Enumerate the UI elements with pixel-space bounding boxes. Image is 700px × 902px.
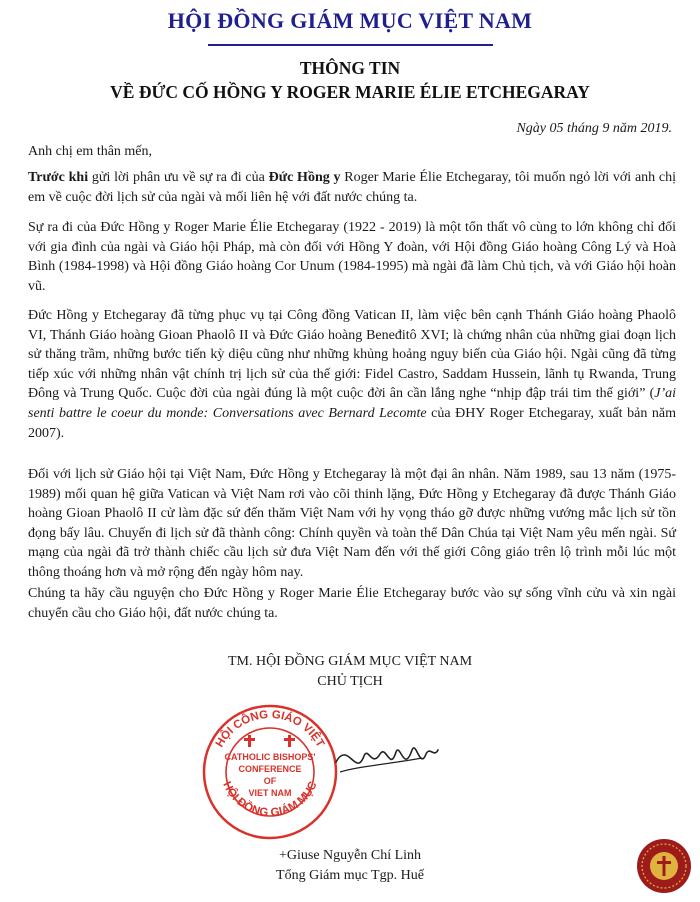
seal-outer-top-text: HỘI CÔNG GIÁO VIỆT — [213, 708, 327, 750]
signatory-name: +Giuse Nguyễn Chí Linh — [278, 848, 422, 863]
book-title: J’ai senti battre le coeur du monde: Conversations avec Bernard Lecomte — [28, 386, 676, 421]
paragraph-1-text-a: gửi lời phân ưu về sự ra đi của — [88, 170, 269, 185]
organization-title: HỘI ĐỒNG GIÁM MỤC VIỆT NAM — [167, 8, 533, 33]
seal-inner-line2: CONFERENCE — [238, 764, 302, 774]
bishops-conference-seal — [200, 702, 340, 842]
paragraph-3 — [28, 306, 676, 443]
signatory-organization: TM. HỘI ĐỒNG GIÁM MỤC VIỆT NAM — [227, 654, 473, 669]
paragraph-3-text-a: Đức Hồng y Etchegaray đã từng phục vụ tại Công đồng Vatican II, làm việc bên cạnh Thánh Giáo hoàng Phaolô VI, Thánh Giáo hoàng Gioan Phaolô II và Đức Giáo hoàng Beneđitô XVI; là chứng nhân của những giai đoạn lịch sử thăng trầm, những bước tiến kỳ diệu cũng như những khủng hoảng nguy biến của Giáo hội. Ngài cũng đã từng tiếp xúc với những nhân vật chính trị lịch sử của thế giới: Fidel Castro, Saddam Hussein, lãnh tụ Rwanda, Trung Đông và Trung Quốc. Cuộc đời của ngài đúng là một cuộc đời ân cần lắng nghe “nhịp đập trái tim thế giới” ( — [28, 308, 676, 402]
signatory-role: Tổng Giám mục Tgp. Huế — [276, 868, 424, 883]
paragraph-2-text: Sự ra đi của Đức Hồng y Roger Marie Élie Etchegaray (1922 - 2019) là một tổn thất vô cùng to lớn không chỉ đối với gia đình của ngài và Giáo hội Pháp, mà còn đối với Hồng Y đoàn, với Hội đồng Giáo hoàng Công Lý và Hoà Bình (1984-1998) và Hội đồng Giáo hoàng Cor Unum (1984-1995) mà ngài đã làm Chủ tịch, và với Giáo hội hoàn vũ. — [28, 220, 676, 294]
seal-inner-line4: VIET NAM — [248, 788, 292, 798]
signatory-header — [200, 652, 500, 692]
header-divider — [208, 44, 493, 46]
paragraph-4 — [28, 465, 676, 583]
document-date: Ngày 05 tháng 9 năm 2019. — [516, 121, 672, 136]
greeting: Anh chị em thân mến, — [28, 144, 153, 159]
paragraph-1-text-b: Roger Marie Élie Etchegaray, tôi muốn ngỏ lời với anh chị em về cuộc đời lịch sử của ngài và mối liên hệ với đất nước chúng ta. — [28, 170, 677, 205]
signatory-position: CHỦ TỊCH — [317, 674, 383, 689]
seal-inner-line3: OF — [263, 776, 277, 786]
handwritten-signature — [330, 728, 440, 788]
paragraph-1-bold-title: Đức Hồng y — [268, 170, 341, 185]
seal-cross-icons — [244, 735, 295, 747]
document-title-line1: THÔNG TIN — [299, 58, 401, 78]
paragraph-2 — [28, 218, 676, 296]
paragraph-1-bold-lead: Trước khi — [28, 170, 89, 185]
paragraph-1 — [28, 168, 676, 207]
paragraph-4-text: Đối với lịch sử Giáo hội tại Việt Nam, Đức Hồng y Etchegaray là một đại ân nhân. Năm 1989, sau 13 năm (1975-1989) mối quan hệ giữa Vatican và Việt Nam rơi vào cõi thinh lặng, Đức Hồng y Etchegaray đã được Thánh Giáo hoàng Gioan Phaolô II cử làm đặc sứ đến thăm Việt Nam với hy vọng tháo gỡ được những vướng mắc lịch sử tồn đọng bấy lâu. Chuyến đi lịch sử đã thành công: Chính quyền và toàn thể Dân Chúa tại Việt Nam yêu mến ngài. Sứ mạng của ngài đã trở thành chiếc cầu lịch sử đưa Việt Nam đến với thế giới Công giáo trên lộ trình mỗi lúc một thông thoáng hơn và mở rộng đến ngày hôm nay. — [28, 467, 676, 580]
seal-outer-bottom-text: HỘI ĐỒNG GIÁM MỤC — [220, 779, 320, 820]
paragraph-3-text-b: của ĐHY Roger Etchegaray, xuất bản năm 2007). — [28, 405, 676, 441]
paragraph-5-text: Chúng ta hãy cầu nguyện cho Đức Hồng y Roger Marie Élie Etchegaray bước vào sự sống vĩnh cửu và xin ngài chuyển cầu cho Giáo hội, đất nước chúng ta. — [28, 586, 676, 621]
conference-emblem-icon — [636, 838, 692, 894]
svg-text:HỘI CÔNG GIÁO VIỆT — [214, 709, 326, 750]
document-title-line2: VỀ ĐỨC CỐ HỒNG Y ROGER MARIE ÉLIE ETCHEGARAY — [110, 82, 590, 102]
paragraph-5 — [28, 584, 676, 623]
signatory-details — [200, 846, 500, 886]
seal-inner-line1: CATHOLIC BISHOPS' — [224, 752, 316, 762]
